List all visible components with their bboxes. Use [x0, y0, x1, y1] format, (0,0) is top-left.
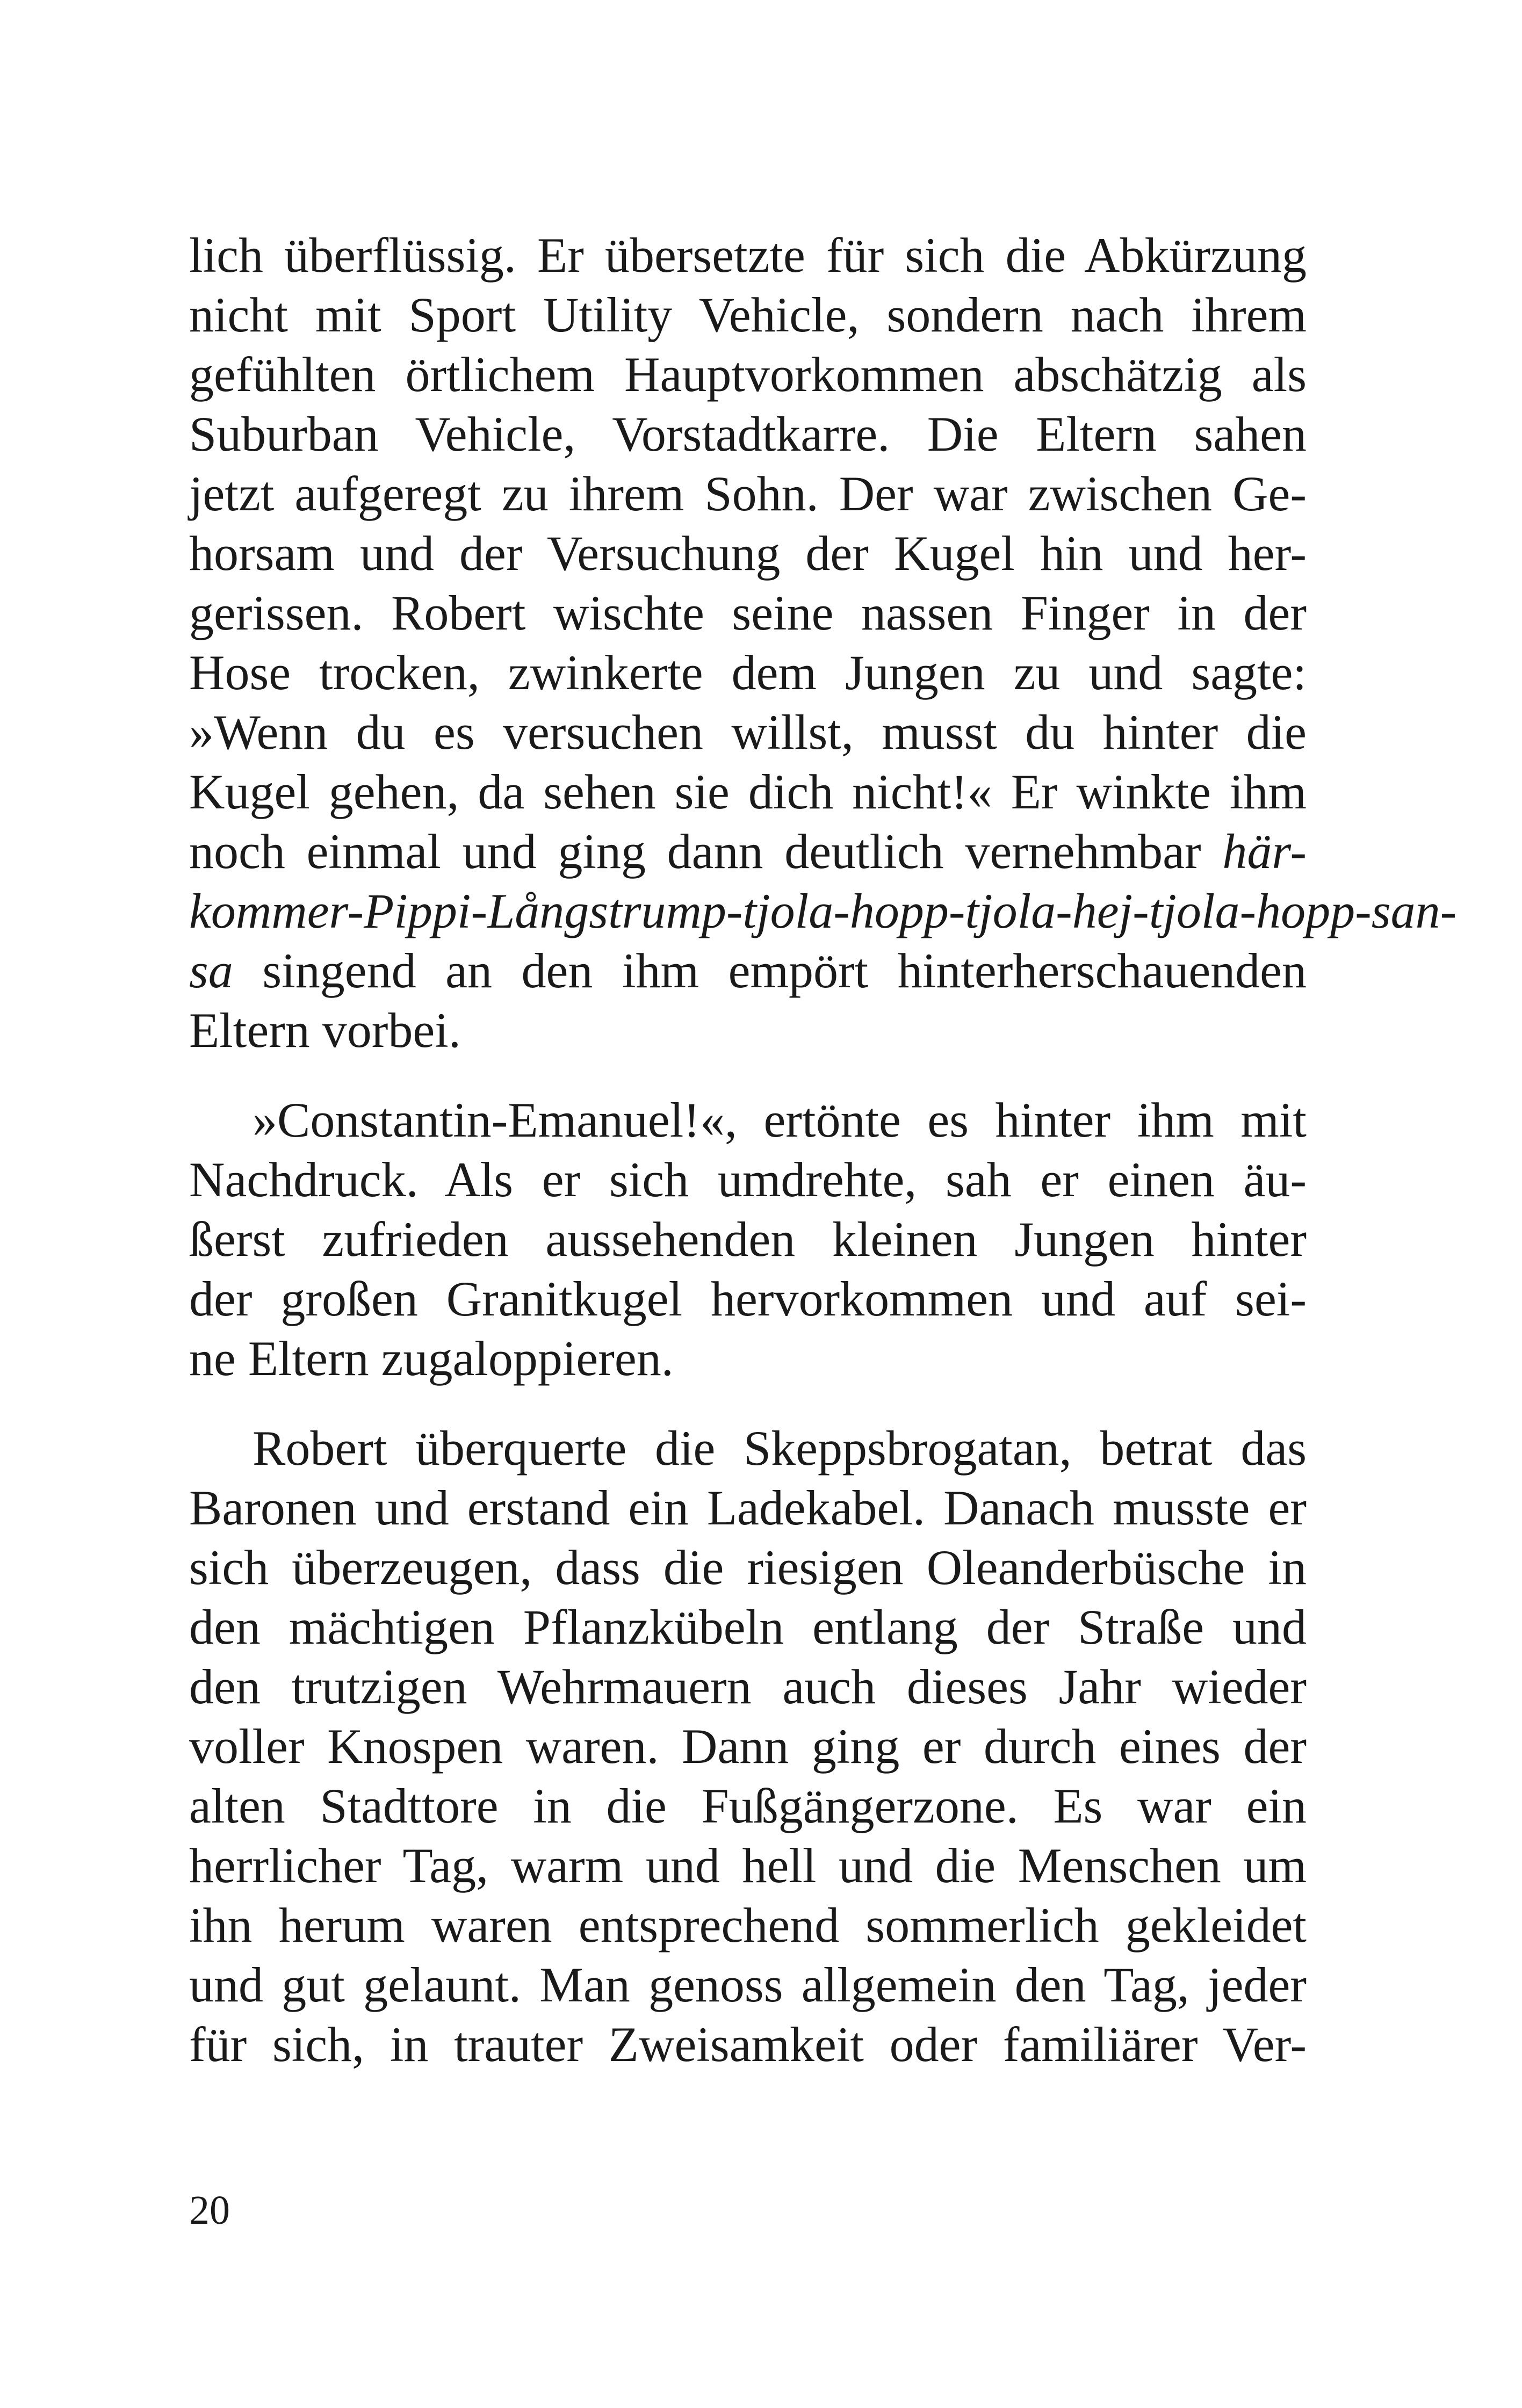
text-line: ihn herum waren entsprechend sommerlich gekleidet: [189, 1898, 1307, 1953]
text-line: den trutzigen Wehrmauern auch dieses Jahr wieder: [189, 1659, 1307, 1714]
song-lyric-italic: sa: [189, 943, 233, 998]
song-lyric-italic: här-: [1222, 824, 1307, 879]
text-line: »Wenn du es versuchen willst, musst du hinter die: [189, 705, 1307, 760]
paragraph-1: [189, 226, 1457, 1060]
text-line: »Constantin-Emanuel!«, ertönte es hinter ihm mit: [253, 1093, 1307, 1147]
paragraph-3: [189, 1419, 1307, 2074]
text-line: [189, 822, 1307, 881]
text-run: singend an den ihm empört hinterherschauenden: [233, 943, 1307, 998]
text-line: Suburban Vehicle, Vorstadtkarre. Die Eltern sahen: [189, 407, 1307, 461]
text-line: gefühlten örtlichem Hauptvorkommen abschätzig als: [189, 347, 1307, 402]
text-line: Hose trocken, zwinkerte dem Jungen zu und sagte:: [189, 645, 1307, 700]
text-line: nicht mit Sport Utility Vehicle, sondern nach ihrem: [189, 287, 1307, 342]
paragraph-2: [189, 1090, 1307, 1389]
text-line: alten Stadttore in die Fußgängerzone. Es war ein: [189, 1778, 1307, 1833]
text-line: Baronen und erstand ein Ladekabel. Danach musste er: [189, 1480, 1307, 1535]
text-line: [189, 941, 1307, 1001]
paragraph-gap: [189, 1060, 1307, 1090]
text-line: ne Eltern zugaloppieren.: [189, 1331, 674, 1386]
text-line: [189, 881, 1457, 941]
body-text: [189, 226, 1457, 2074]
text-line: Nachdruck. Als er sich umdrehte, sah er einen äu-: [189, 1152, 1307, 1207]
text-line: für sich, in trauter Zweisamkeit oder familiärer Ver-: [189, 2017, 1307, 2072]
text-line: herrlicher Tag, warm und hell und die Menschen um: [189, 1838, 1307, 1893]
text-line: horsam und der Versuchung der Kugel hin und her-: [189, 526, 1307, 581]
text-line: jetzt aufgeregt zu ihrem Sohn. Der war zwischen Ge-: [189, 466, 1307, 521]
text-line: lich überflüssig. Er übersetzte für sich die Abkürzung: [189, 228, 1307, 283]
text-line: Robert überquerte die Skeppsbrogatan, betrat das: [253, 1421, 1307, 1476]
text-line: gerissen. Robert wischte seine nassen Finger in der: [189, 585, 1307, 640]
paragraph-gap: [189, 1389, 1307, 1419]
text-run: noch einmal und ging dann deutlich vernehmbar: [189, 824, 1223, 879]
text-line: und gut gelaunt. Man genoss allgemein den Tag, jeder: [189, 1957, 1307, 2012]
text-line: ßerst zufrieden aussehenden kleinen Jungen hinter: [189, 1212, 1307, 1267]
text-line: voller Knospen waren. Dann ging er durch eines der: [189, 1719, 1307, 1774]
text-line: Eltern vorbei.: [189, 1003, 461, 1058]
text-line: sich überzeugen, dass die riesigen Oleanderbüsche in: [189, 1540, 1307, 1595]
song-lyric-italic: kommer-Pippi-Långstrump-tjola-hopp-tjola-hej-tjola-hopp-san-: [189, 884, 1457, 938]
page-number: 20: [189, 2188, 230, 2233]
text-line: der großen Granitkugel hervorkommen und auf sei-: [189, 1271, 1307, 1326]
text-line: Kugel gehen, da sehen sie dich nicht!« Er winkte ihm: [189, 764, 1307, 819]
text-line: den mächtigen Pflanzkübeln entlang der Straße und: [189, 1600, 1307, 1654]
